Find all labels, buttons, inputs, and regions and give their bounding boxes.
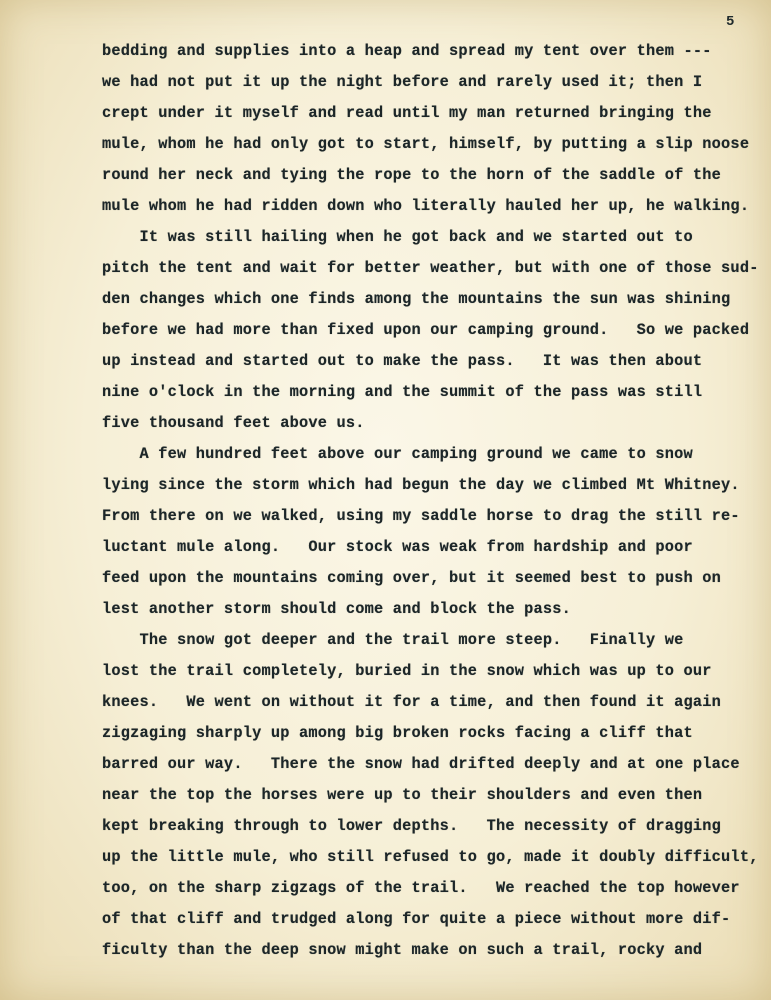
page-number: 5 <box>726 14 735 30</box>
text-line-28: too, on the sharp zigzags of the trail. We reached the top however <box>102 879 740 897</box>
text-line-22: knees. We went on without it for a time, and then found it again <box>102 693 722 711</box>
text-line-13: five thousand feet above us. <box>102 414 365 432</box>
text-line-7: It was still hailing when he got back and we started out to <box>102 228 693 246</box>
text-line-2: we had not put it up the night before and rarely used it; then I <box>102 73 703 91</box>
text-line-16: From there on we walked, using my saddle horse to drag the still re- <box>102 507 740 525</box>
text-line-3: crept under it myself and read until my man returned bringing the <box>102 104 712 122</box>
text-line-15: lying since the storm which had begun the day we climbed Mt Whitney. <box>102 476 740 494</box>
text-line-12: nine o'clock in the morning and the summit of the pass was still <box>102 383 703 401</box>
text-line-9: den changes which one finds among the mountains the sun was shining <box>102 290 731 308</box>
text-line-6: mule whom he had ridden down who literally hauled her up, he walking. <box>102 197 750 215</box>
text-line-23: zigzaging sharply up among big broken rocks facing a cliff that <box>102 724 693 742</box>
text-line-14: A few hundred feet above our camping ground we came to snow <box>102 445 693 463</box>
text-line-8: pitch the tent and wait for better weather, but with one of those sud- <box>102 259 759 277</box>
text-line-10: before we had more than fixed upon our camping ground. So we packed <box>102 321 750 339</box>
text-line-17: luctant mule along. Our stock was weak from hardship and poor <box>102 538 693 556</box>
text-line-11: up instead and started out to make the pass. It was then about <box>102 352 703 370</box>
text-line-20: The snow got deeper and the trail more steep. Finally we <box>102 631 684 649</box>
text-line-26: kept breaking through to lower depths. The necessity of dragging <box>102 817 722 835</box>
text-line-1: bedding and supplies into a heap and spread my tent over them --- <box>102 42 712 60</box>
text-line-24: barred our way. There the snow had drifted deeply and at one place <box>102 755 740 773</box>
text-line-30: ficulty than the deep snow might make on such a trail, rocky and <box>102 941 703 959</box>
text-line-29: of that cliff and trudged along for quite a piece without more dif- <box>102 910 731 928</box>
text-line-27: up the little mule, who still refused to go, made it doubly difficult, <box>102 848 759 866</box>
text-line-21: lost the trail completely, buried in the snow which was up to our <box>102 662 712 680</box>
text-line-19: lest another storm should come and block the pass. <box>102 600 571 618</box>
text-line-18: feed upon the mountains coming over, but it seemed best to push on <box>102 569 722 587</box>
text-line-5: round her neck and tying the rope to the horn of the saddle of the <box>102 166 722 184</box>
text-line-25: near the top the horses were up to their shoulders and even then <box>102 786 703 804</box>
text-line-4: mule, whom he had only got to start, himself, by putting a slip noose <box>102 135 750 153</box>
